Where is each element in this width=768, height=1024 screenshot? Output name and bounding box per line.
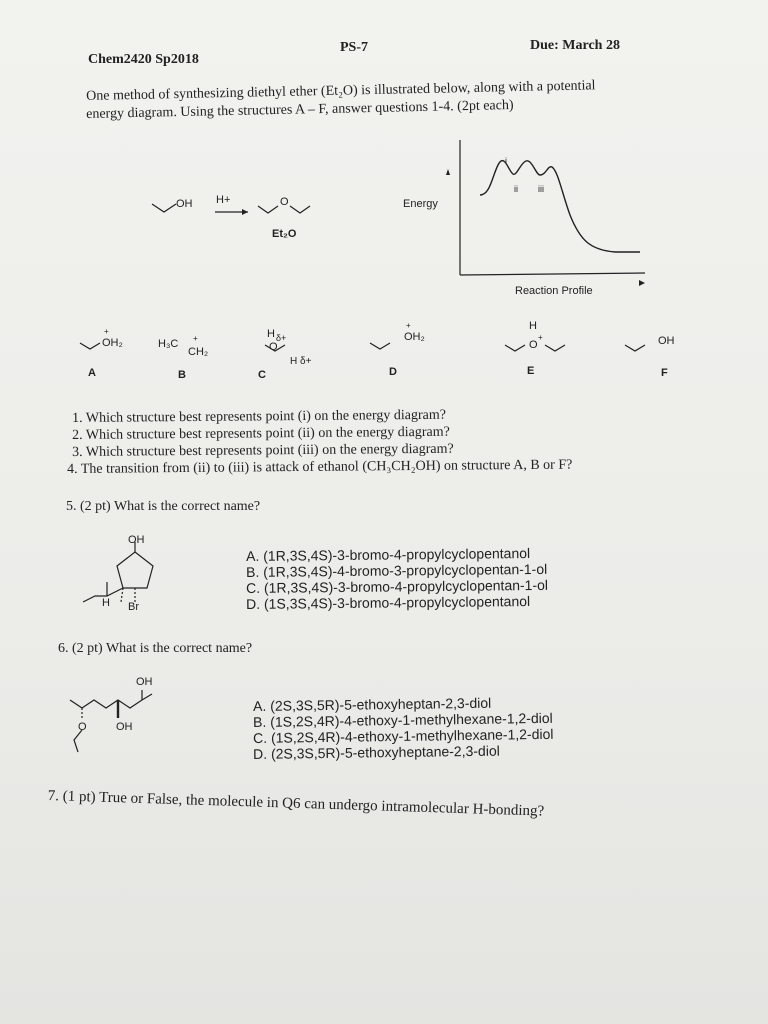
ether-left-chain <box>258 206 278 213</box>
problem-set-number: PS-7 <box>340 40 368 55</box>
course-code: Chem2420 Sp2018 <box>88 52 199 67</box>
question-5-choice-c: C. (1R,3S,4S)-3-bromo-4-propylcyclopentan-1-ol <box>246 576 549 596</box>
structure-b-label: B <box>178 369 186 381</box>
structure-d-label: D <box>389 366 397 378</box>
question-6-prompt: 6. (2 pt) What is the correct name? <box>58 641 253 656</box>
question-7-prompt: 7. (1 pt) True or False, the molecule in Q6 can undergo intramolecular H-bonding? <box>47 788 545 820</box>
question-5-prompt: 5. (2 pt) What is the correct name? <box>66 499 261 514</box>
structure-e-charge: + <box>538 333 543 342</box>
cyclopentane-ring <box>117 552 153 588</box>
question-6-oh-bottom: OH <box>116 721 133 733</box>
structure-c-bottom-h: H δ+ <box>290 356 312 367</box>
question-5-oh: OH <box>128 534 145 546</box>
structure-e-oxygen: O <box>529 339 538 351</box>
question-6-oh-top: OH <box>136 676 153 688</box>
question-5-br: Br <box>128 601 139 613</box>
structure-e-label: E <box>527 365 535 377</box>
energy-arrowhead <box>446 169 450 175</box>
structure-c-oxygen: O <box>269 341 278 353</box>
structure-b-h3c: H₃C <box>158 338 179 350</box>
structure-b-ch2: CH₂ <box>188 346 209 358</box>
energy-axis-label: Energy <box>403 198 438 210</box>
structure-f-formula: OH <box>658 335 675 347</box>
question-1: 1. Which structure best represents point (i) on the energy diagram? <box>72 407 447 426</box>
structure-skeletons <box>60 325 700 365</box>
structure-f-chain <box>625 345 645 351</box>
structure-f-label: F <box>661 367 668 379</box>
question-2: 2. Which structure best represents point (ii) on the energy diagram? <box>72 424 450 443</box>
structure-e-right-chain <box>545 345 565 351</box>
question-4: 4. The transition from (ii) to (iii) is attack of ethanol (CH₃CH₂OH) on structure A, B or F? <box>67 457 573 477</box>
reaction-axis <box>460 273 645 275</box>
question-6-oxygen: O <box>78 721 87 733</box>
energy-curve <box>480 161 640 252</box>
structure-a-label: A <box>88 367 96 379</box>
question-5-choice-a: A. (1R,3S,4S)-3-bromo-4-propylcyclopentanol <box>246 545 531 564</box>
reaction-arrowhead <box>242 209 248 215</box>
structure-a-chain <box>80 343 100 349</box>
question-5-choice-d: D. (1S,3S,4S)-3-bromo-4-propylcyclopentanol <box>246 593 531 612</box>
question-5-h: H <box>102 597 110 609</box>
question-6-molecule <box>60 680 170 760</box>
question-6-choice-a: A. (2S,3S,5R)-5-ethoxyheptan-2,3-diol <box>253 694 492 714</box>
ethoxy-chain <box>74 730 82 752</box>
question-6-choice-b: B. (1S,2S,4R)-4-ethoxy-1-methylhexane-1,2-diol <box>253 709 553 730</box>
question-3: 3. Which structure best represents point (iii) on the energy diagram? <box>72 441 454 460</box>
point-iii: iii <box>538 184 544 194</box>
reaction-profile-label: Reaction Profile <box>515 285 593 297</box>
point-ii: ii <box>514 184 518 194</box>
question-6-choice-d: D. (2S,3S,5R)-5-ethoxyheptane-2,3-diol <box>253 742 500 762</box>
ether-right-chain <box>290 206 310 213</box>
question-5-molecule <box>55 540 175 620</box>
point-i: i <box>505 156 507 166</box>
structure-c-label: C <box>258 369 266 381</box>
ether-oxygen: O <box>280 196 289 208</box>
energy-diagram <box>440 135 660 295</box>
ether-synthesis-reaction <box>140 190 340 250</box>
structure-d-charge: + <box>406 321 411 330</box>
structure-b-charge: + <box>193 334 198 343</box>
structure-d-chain <box>370 343 390 349</box>
profile-arrowhead <box>639 280 645 286</box>
catalyst-label: H+ <box>216 194 231 206</box>
question-6-choice-c: C. (1S,2S,4R)-4-ethoxy-1-methylhexane-1,2-diol <box>253 725 554 746</box>
structure-d-formula: OH₂ <box>404 331 425 343</box>
structure-a-charge: + <box>104 327 109 336</box>
due-date: Due: March 28 <box>530 38 620 53</box>
structure-c-delta: δ+ <box>276 333 287 343</box>
ethanol-skeleton <box>152 204 176 212</box>
structure-e-h: H <box>529 320 537 332</box>
structure-e-left-chain <box>505 345 525 351</box>
intro-line-2: energy diagram. Using the structures A – F, answer questions 1-4. (2pt each) <box>86 98 514 122</box>
question-5-choice-b: B. (1R,3S,4S)-4-bromo-3-propylcyclopentan-1-ol <box>246 560 548 580</box>
intro-line-1: One method of synthesizing diethyl ether (Et₂O) is illustrated below, along with a potential <box>86 78 596 104</box>
reagent-oh: OH <box>176 198 193 210</box>
heptane-chain <box>70 694 152 708</box>
structure-a-formula: OH₂ <box>102 337 123 349</box>
structure-c-h: H <box>267 328 275 340</box>
hydrogen-bond-dashed <box>121 588 123 602</box>
product-label: Et₂O <box>272 228 297 240</box>
